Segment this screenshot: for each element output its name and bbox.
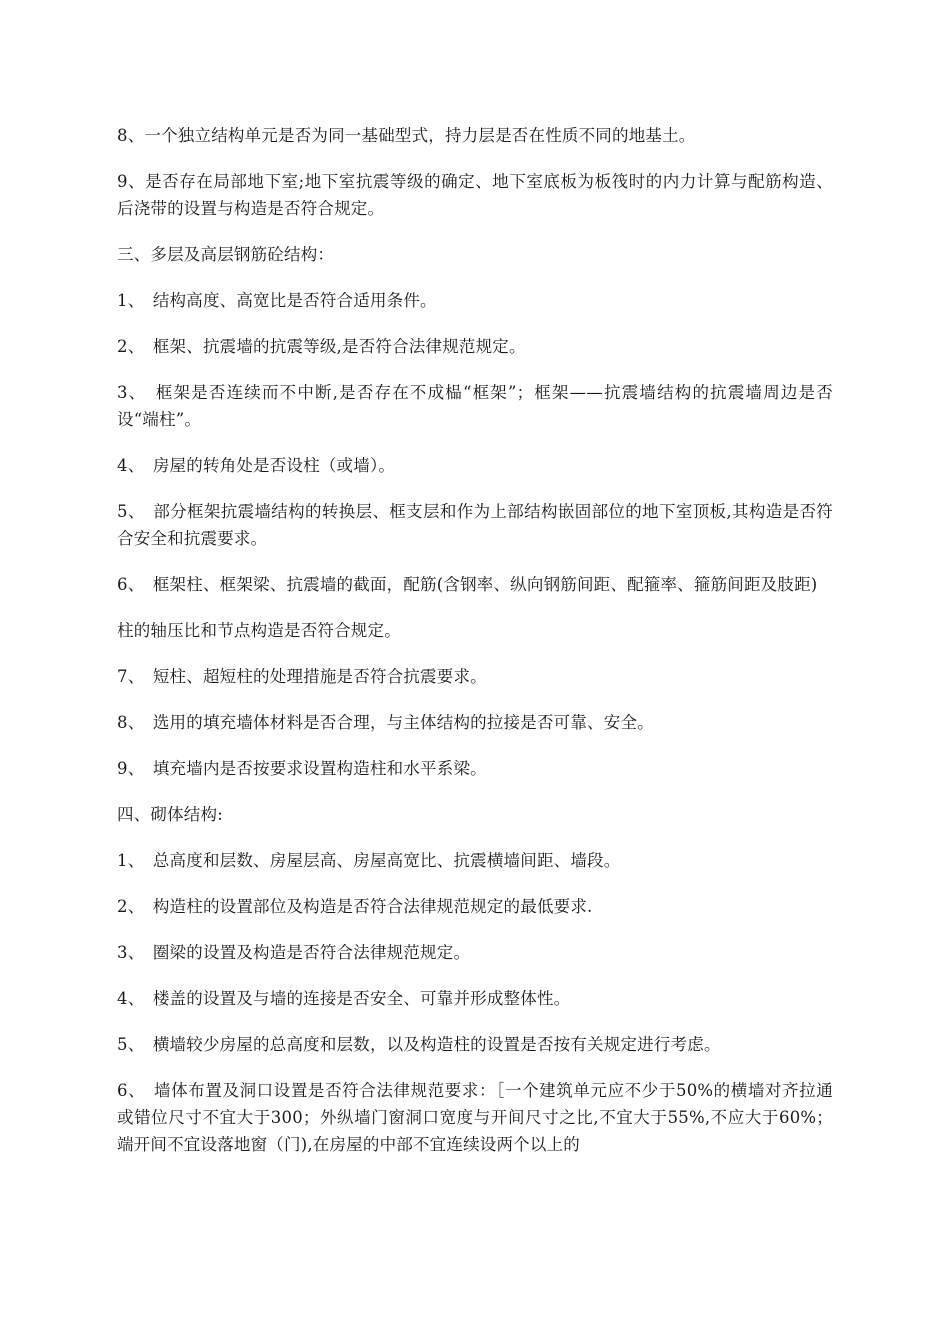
paragraph-rc-item-6: 6、 框架柱、框架梁、抗震墙的截面，配筋(含钢率、纵向钢筋间距、配箍率、箍筋间距及肢距) [117, 575, 818, 594]
paragraph-item-9-basement: 9、是否存在局部地下室;地下室抗震等级的确定、地下室底板为板筏时的内力计算与配筋构造、后浇带的设置与构造是否符合规定。 [117, 172, 833, 218]
paragraph-item-8-foundation: 8、一个独立结构单元是否为同一基础型式，持力层是否在性质不同的地基土。 [117, 126, 696, 145]
paragraph-masonry-item-1: 1、 总高度和层数、房屋层高、房屋高宽比、抗震横墙间距、墙段。 [117, 851, 621, 870]
paragraph-masonry-item-4: 4、 楼盖的设置及与墙的连接是否安全、可靠并形成整体性。 [117, 989, 571, 1008]
document-body [117, 122, 833, 1177]
section-heading-rc-structure: 三、多层及高层钢筋砼结构： [117, 245, 335, 264]
paragraph-rc-item-6-continued: 柱的轴压比和节点构造是否符合规定。 [117, 621, 401, 640]
paragraph-rc-item-7: 7、 短柱、超短柱的处理措施是否符合抗震要求。 [117, 667, 487, 686]
paragraph-masonry-item-2: 2、 构造柱的设置部位及构造是否符合法律规范规定的最低要求. [117, 897, 593, 916]
paragraph-masonry-item-5: 5、 横墙较少房屋的总高度和层数，以及构造柱的设置是否按有关规定进行考虑。 [117, 1035, 721, 1054]
section-heading-masonry: 四、砌体结构: [117, 805, 223, 824]
paragraph-rc-item-5: 5、 部分框架抗震墙结构的转换层、框支层和作为上部结构嵌固部位的地下室顶板,其构造是否符合安全和抗震要求。 [117, 502, 833, 548]
paragraph-rc-item-1: 1、 结构高度、高宽比是否符合适用条件。 [117, 291, 437, 310]
paragraph-rc-item-9: 9、 填充墙内是否按要求设置构造柱和水平系梁。 [117, 759, 487, 778]
paragraph-rc-item-2: 2、 框架、抗震墙的抗震等级,是否符合法律规范规定。 [117, 337, 526, 356]
paragraph-rc-item-4: 4、 房屋的转角处是否设柱（或墙）。 [117, 456, 396, 475]
paragraph-masonry-item-6: 6、 墙体布置及洞口设置是否符合法律规范要求：［一个建筑单元应不少于50%的横墙对齐拉通或错位尺寸不宜大于300；外纵墙门窗洞口宽度与开间尺寸之比,不宜大于55%,不应大于60%；端开间不宜设落地窗（门),在房屋的中部不宜连续设两个以上的 [117, 1081, 833, 1154]
paragraph-rc-item-8: 8、 选用的填充墙体材料是否合理，与主体结构的拉接是否可靠、安全。 [117, 713, 654, 732]
paragraph-rc-item-3: 3、 框架是否连续而不中断,是否存在不成榀“框架”；框架——抗震墙结构的抗震墙周边是否设“端柱”。 [117, 383, 833, 429]
paragraph-masonry-item-3: 3、 圈梁的设置及构造是否符合法律规范规定。 [117, 943, 471, 962]
